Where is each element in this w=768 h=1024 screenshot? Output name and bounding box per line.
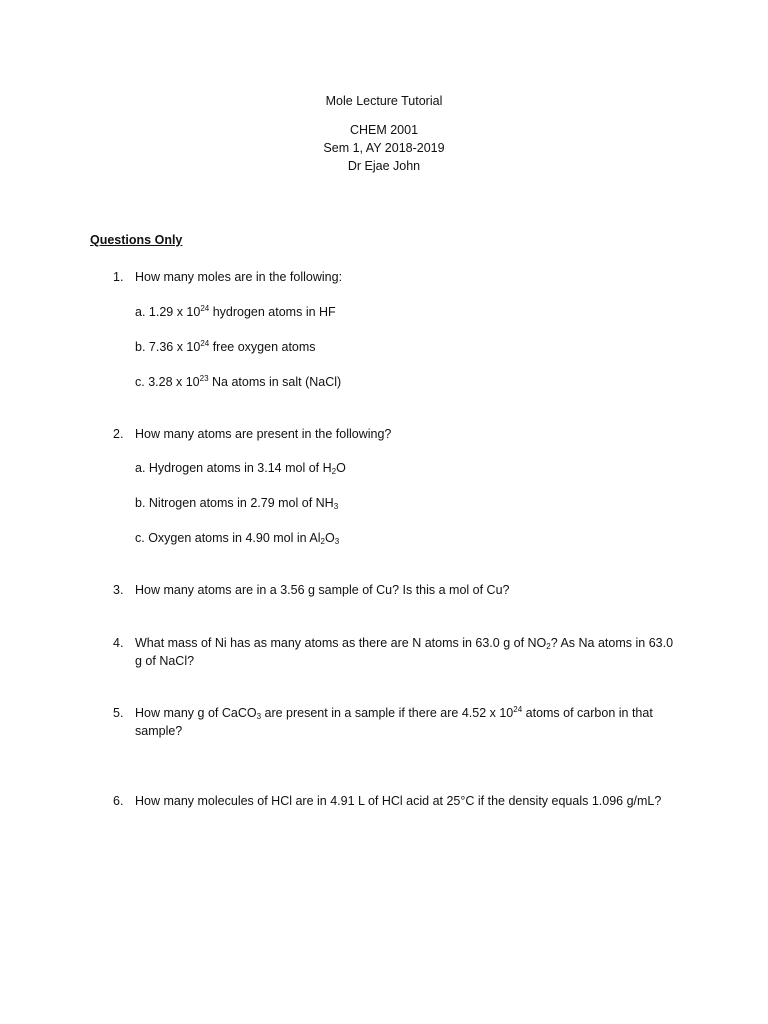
question-text: What mass of Ni has as many atoms as there are N atoms in 63.0 g of $NO_2$? As Na atoms in 63.0 g of NaCl? [135, 636, 674, 668]
question-text: How many molecules of HCl are in 4.91 L of HCl acid at 25°C if the density equals 1.096 g/mL? [135, 794, 662, 808]
instructor-name: Dr Ejae John [347, 159, 421, 173]
section-heading: Questions Only [90, 233, 183, 247]
question-text: How many g of CaCO$_3$ are present in a sample if there are 4.52 x $10^{24}$ atoms of carbon in that sample? [135, 705, 653, 738]
document-title: Mole Lecture Tutorial [325, 94, 443, 108]
question-number: 2. [113, 427, 124, 441]
question-text: How many atoms are present in the following? [135, 427, 392, 441]
course-code: CHEM 2001 [349, 123, 419, 137]
question-1-part-b: b. 7.36 x $10^{24}$ free oxygen atoms [135, 339, 316, 354]
question-text: How many atoms are in a 3.56 g sample of Cu? Is this a mol of Cu? [135, 583, 510, 597]
question-number: 4. [113, 636, 124, 650]
question-number: 6. [113, 794, 124, 808]
question-number: 5. [113, 706, 124, 720]
question-1-part-c: c. 3.28 x $10^{23}$ Na atoms in salt (NaCl) [135, 374, 342, 389]
question-2-part-a: a. Hydrogen atoms in 3.14 mol of $H_2O$ [135, 461, 346, 476]
question-2-part-c: c. Oxygen atoms in 4.90 mol in $Al_2O_3$ [135, 531, 340, 546]
question-number: 3. [113, 583, 124, 597]
question-number: 1. [113, 270, 124, 284]
semester-info: Sem 1, AY 2018-2019 [323, 141, 445, 155]
question-2-part-b: b. Nitrogen atoms in 2.79 mol of $NH_3$ [135, 496, 339, 511]
question-text: How many moles are in the following: [135, 270, 343, 284]
question-1-part-a: a. 1.29 x $10^{24}$ hydrogen atoms in HF [135, 304, 336, 319]
